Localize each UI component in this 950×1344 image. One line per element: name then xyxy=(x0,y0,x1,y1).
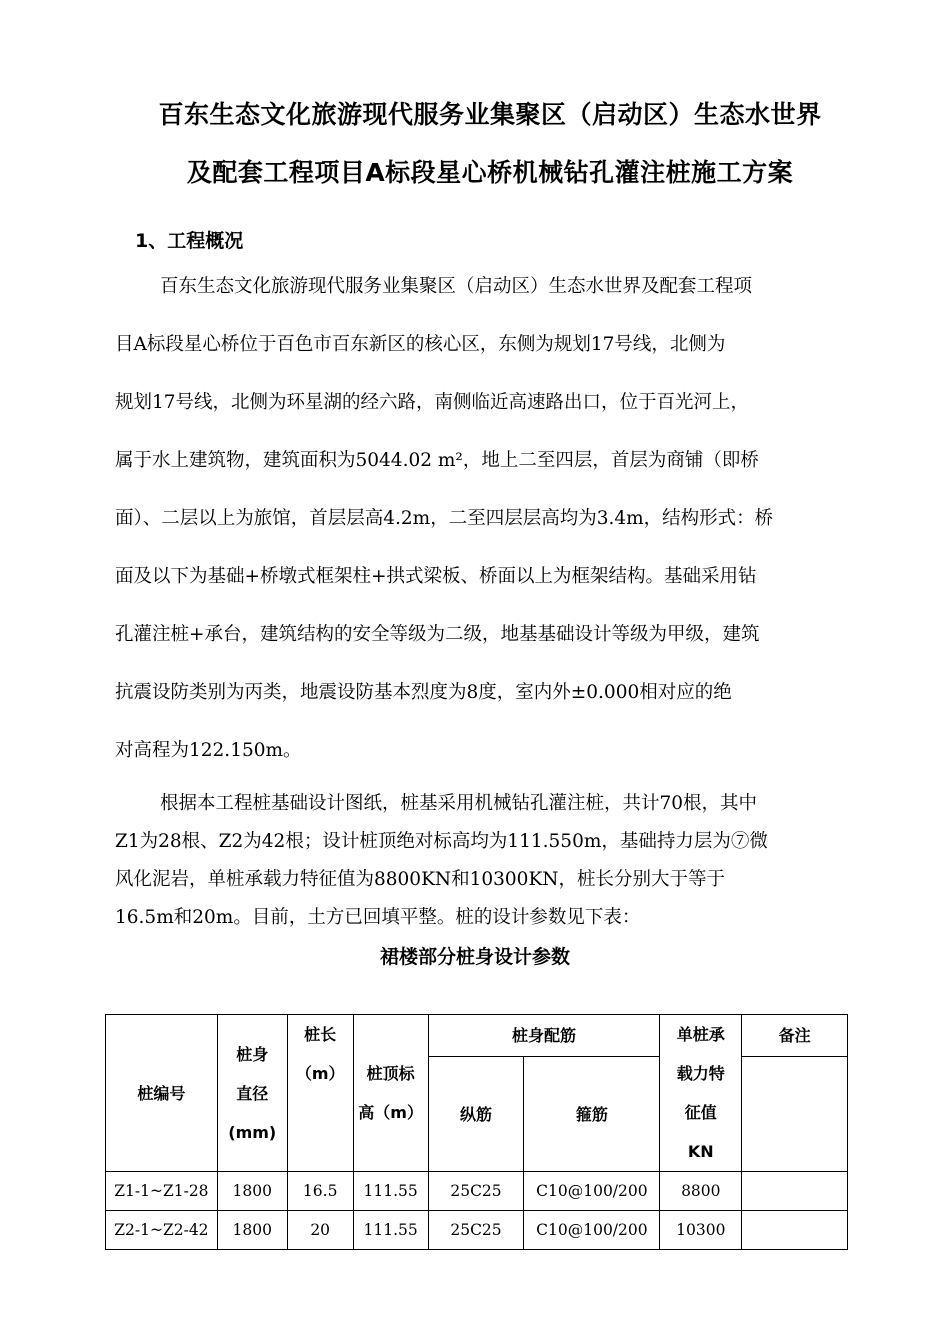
paragraph-line: 风化泥岩，单桩承载力特征值为8800KN和10300KN，桩长分别大于等于 xyxy=(115,869,725,890)
cell-capacity: 10300 xyxy=(660,1211,742,1250)
paragraph-line: 根据本工程桩基础设计图纸，桩基采用机械钻孔灌注桩，共计70根，其中 xyxy=(160,793,758,814)
cell-top-elevation: 111.55 xyxy=(353,1211,428,1250)
paragraph-line: 属于水上建筑物，建筑面积为5044.02 m²，地上二至四层，首层为商铺（即桥 xyxy=(115,450,759,471)
paragraph-line: 百东生态文化旅游现代服务业集聚区（启动区）生态水世界及配套工程项 xyxy=(160,276,753,297)
section-heading-overview: 1、工程概况 xyxy=(135,230,244,252)
cell-remarks xyxy=(742,1172,848,1211)
paragraph-line: 面及以下为基础+桥墩式框架柱+拱式梁板、桥面以上为框架结构。基础采用钻 xyxy=(115,566,757,587)
overview-paragraph-1 xyxy=(115,268,860,790)
header-remarks: 备注 xyxy=(742,1015,848,1057)
paragraph-line: 目A标段星心桥位于百色市百东新区的核心区，东侧为规划17号线，北侧为 xyxy=(115,334,726,355)
cell-remarks xyxy=(742,1211,848,1250)
cell-length: 16.5 xyxy=(287,1172,353,1211)
cell-longitudinal: 25C25 xyxy=(428,1172,524,1211)
header-remarks-blank xyxy=(742,1057,848,1172)
paragraph-line: Z1为28根、Z2为42根；设计桩顶绝对标高均为111.550m，基础持力层为⑦微 xyxy=(115,831,768,852)
table-row xyxy=(106,1211,848,1250)
paragraph-line: 孔灌注桩+承台，建筑结构的安全等级为二级，地基基础设计等级为甲级，建筑 xyxy=(115,624,760,645)
document-title-line-1: 百东生态文化旅游现代服务业集聚区（启动区）生态水世界 xyxy=(158,100,822,129)
pile-design-table xyxy=(105,1014,848,1250)
cell-top-elevation: 111.55 xyxy=(353,1172,428,1211)
header-pile-no: 桩编号 xyxy=(106,1015,218,1172)
cell-length: 20 xyxy=(287,1211,353,1250)
table-row xyxy=(106,1172,848,1211)
header-stirrup: 箍筋 xyxy=(524,1057,660,1172)
cell-stirrup: C10@100/200 xyxy=(524,1211,660,1250)
paragraph-line: 抗震设防类别为丙类，地震设防基本烈度为8度，室内外±0.000相对应的绝 xyxy=(115,682,732,703)
header-length: 桩长 （m） xyxy=(287,1015,353,1172)
cell-pile-no: Z2-1~Z2-42 xyxy=(106,1211,218,1250)
cell-longitudinal: 25C25 xyxy=(428,1211,524,1250)
paragraph-line: 规划17号线，北侧为环星湖的经六路，南侧临近高速路出口，位于百光河上， xyxy=(115,392,750,413)
document-title-line-2: 及配套工程项目A标段星心桥机械钻孔灌注桩施工方案 xyxy=(186,158,794,187)
table-caption: 裙楼部分桩身设计参数 xyxy=(379,946,570,968)
paragraph-line: 对高程为122.150m。 xyxy=(115,740,302,761)
header-top-elevation: 桩顶标 高（m） xyxy=(353,1015,428,1172)
cell-diameter: 1800 xyxy=(217,1172,287,1211)
cell-diameter: 1800 xyxy=(217,1211,287,1250)
header-diameter: 桩身 直径 (mm) xyxy=(217,1015,287,1172)
cell-pile-no: Z1-1~Z1-28 xyxy=(106,1172,218,1211)
header-longitudinal: 纵筋 xyxy=(428,1057,524,1172)
cell-capacity: 8800 xyxy=(660,1172,742,1211)
cell-stirrup: C10@100/200 xyxy=(524,1172,660,1211)
header-reinforcement: 桩身配筋 xyxy=(428,1015,660,1057)
paragraph-line: 面）、二层以上为旅馆，首层层高4.2m，二至四层层高均为3.4m，结构形式：桥 xyxy=(115,508,774,529)
header-capacity: 单桩承 载力特 征值 KN xyxy=(660,1015,742,1172)
overview-paragraph-2 xyxy=(115,785,860,937)
paragraph-line: 16.5m和20m。目前，土方已回填平整。桩的设计参数见下表： xyxy=(115,907,641,928)
